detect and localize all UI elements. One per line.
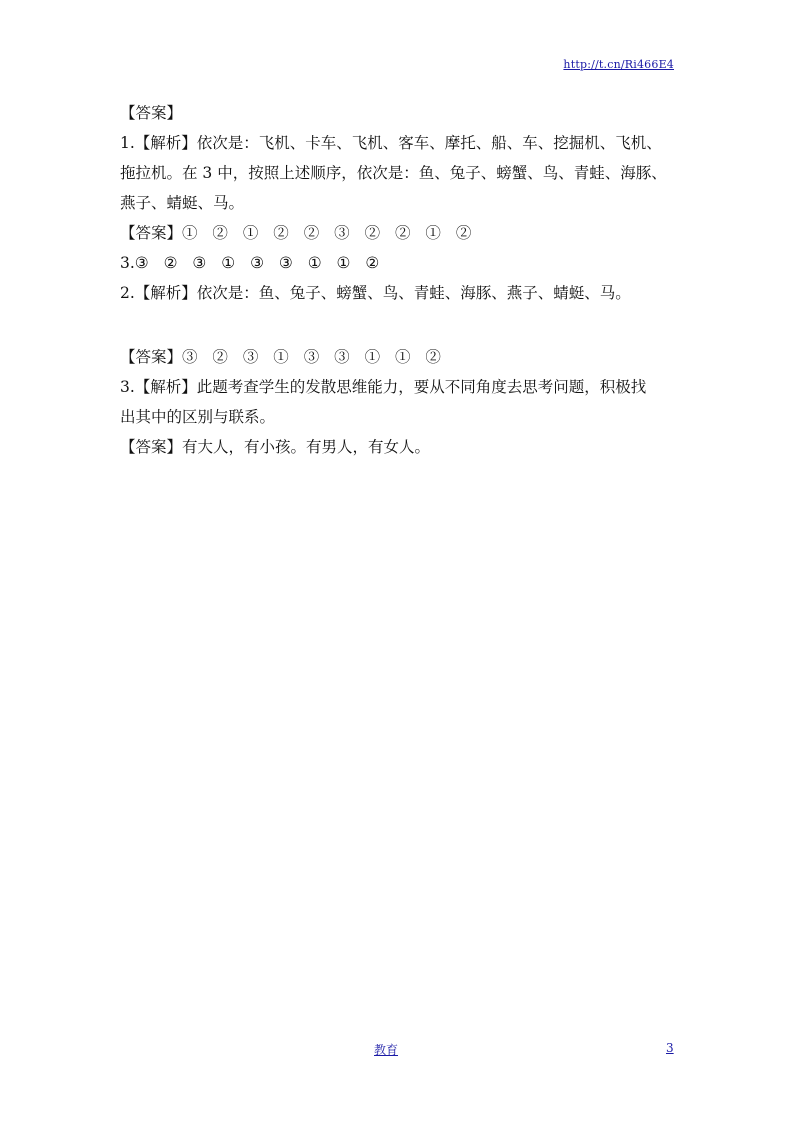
analysis-3-line-1: 3.【解析】此题考查学生的发散思维能力，要从不同角度去思考问题，积极找	[120, 378, 647, 396]
footer-link[interactable]: 教育	[374, 1043, 399, 1057]
answer-2-sequence: 【答案】③ ② ③ ① ③ ③ ① ① ②	[120, 348, 441, 366]
analysis-2: 2.【解析】依次是：鱼、兔子、螃蟹、鸟、青蛙、海豚、燕子、蜻蜓、马。	[120, 284, 631, 302]
answer-1-sequence: 【答案】① ② ① ② ② ③ ② ② ① ②	[120, 224, 472, 242]
analysis-3-line-2: 出其中的区别与联系。	[120, 408, 276, 426]
document-body	[120, 98, 680, 462]
paragraph-gap	[120, 308, 680, 342]
analysis-1-line-2: 拖拉机。在 3 中，按照上述顺序，依次是：鱼、兔子、螃蟹、鸟、青蛙、海豚、	[120, 164, 667, 182]
answer-heading: 【答案】	[120, 104, 183, 122]
analysis-1-line-3: 燕子、蜻蜓、马。	[120, 194, 245, 212]
answer-3-sequence: 3.③ ② ③ ① ③ ③ ① ① ②	[120, 254, 380, 272]
header-url-link[interactable]: http://t.cn/Ri466E4	[563, 58, 674, 71]
page-number[interactable]: 3	[666, 1041, 674, 1055]
answer-3-text: 【答案】有大人，有小孩。有男人，有女人。	[120, 438, 431, 456]
analysis-1-line-1: 1.【解析】依次是：飞机、卡车、飞机、客车、摩托、船、车、挖掘机、飞机、	[120, 134, 662, 152]
